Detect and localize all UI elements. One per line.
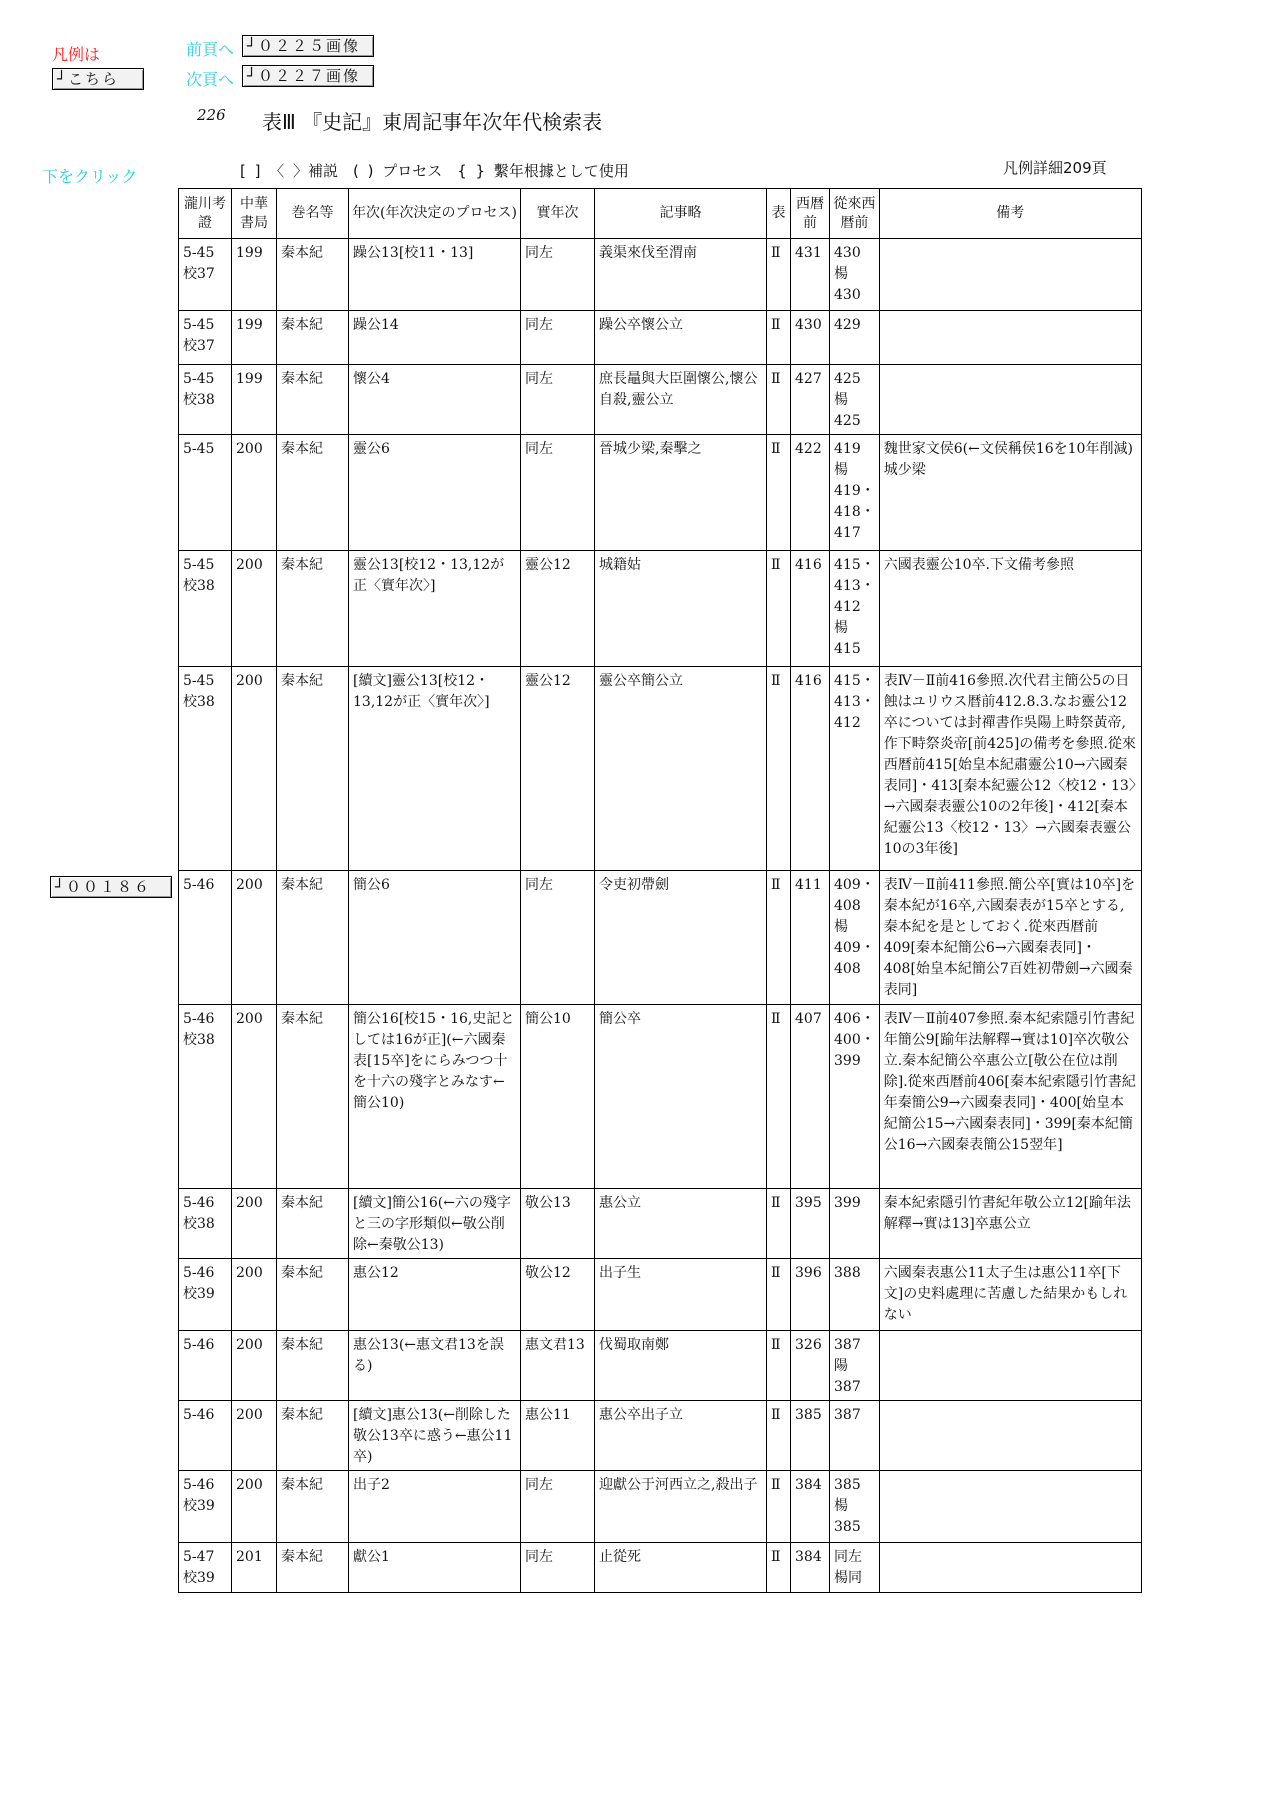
cell-real-year: 靈公12 (521, 667, 595, 871)
cell-old-bc: 387 陽 387 (830, 1331, 880, 1401)
cell-note (879, 239, 1141, 311)
cell-volume: 秦本紀 (277, 1331, 349, 1401)
cell-bc: 416 (791, 551, 830, 667)
page-number: 226 (197, 106, 226, 124)
cell-bc: 411 (791, 871, 830, 1005)
cell-table: Ⅱ (767, 871, 791, 1005)
cell-year: 簡公16[校15・16,史記としては16が正](←六國秦表[15卒]をにらみつつ十を十六の殘字とみなす←簡公10) (349, 1005, 521, 1189)
cell-chuka: 199 (232, 365, 277, 435)
prev-page-button-label: ０２２５画像 (258, 37, 361, 55)
table-row (179, 551, 1142, 667)
cell-volume: 秦本紀 (277, 1401, 349, 1471)
cell-takigawa: 5-45 校38 (179, 365, 232, 435)
cell-summary: 迎獻公于河西立之,殺出子 (595, 1471, 767, 1543)
link-icon: ┘ (247, 67, 257, 85)
cell-real-year: 同左 (521, 239, 595, 311)
legend-button[interactable] (52, 68, 144, 90)
cell-real-year: 同左 (521, 435, 595, 551)
legend-label: 凡例は (52, 45, 101, 64)
cell-summary: 躁公卒懷公立 (595, 311, 767, 365)
cell-bc: 431 (791, 239, 830, 311)
col-header-real-year: 實年次 (521, 189, 595, 239)
col-header-takigawa: 瀧川考證 (179, 189, 232, 239)
cell-old-bc: 同左 楊同 (830, 1543, 880, 1593)
cell-year: 靈公6 (349, 435, 521, 551)
click-below-label: 下をクリック (42, 167, 138, 186)
cell-real-year: 惠公11 (521, 1401, 595, 1471)
cell-chuka: 199 (232, 239, 277, 311)
cell-table: Ⅱ (767, 1259, 791, 1331)
table-row (179, 435, 1142, 551)
cell-old-bc: 399 (830, 1189, 880, 1259)
cell-takigawa: 5-46 (179, 1331, 232, 1401)
cell-old-bc: 409・ 408 楊 409・ 408 (830, 871, 880, 1005)
cell-table: Ⅱ (767, 1331, 791, 1401)
table-row (179, 239, 1142, 311)
cell-chuka: 199 (232, 311, 277, 365)
cell-note (879, 365, 1141, 435)
cell-bc: 396 (791, 1259, 830, 1331)
cell-table: Ⅱ (767, 239, 791, 311)
cell-bc: 326 (791, 1331, 830, 1401)
cell-old-bc: 415・ 413・ 412 (830, 667, 880, 871)
cell-year: 躁公14 (349, 311, 521, 365)
table-row (179, 871, 1142, 1005)
cell-table: Ⅱ (767, 1189, 791, 1259)
cell-note: 秦本紀索隱引竹書紀年敬公立12[踰年法解釋→實は13]卒惠公立 (879, 1189, 1141, 1259)
cell-real-year: 同左 (521, 365, 595, 435)
cell-year: 懷公4 (349, 365, 521, 435)
cell-chuka: 200 (232, 1401, 277, 1471)
cell-old-bc: 419 楊 419・ 418・ 417 (830, 435, 880, 551)
row-link-button-label: ００１８６ (66, 878, 152, 896)
cell-bc: 385 (791, 1401, 830, 1471)
cell-volume: 秦本紀 (277, 1005, 349, 1189)
cell-chuka: 200 (232, 1331, 277, 1401)
cell-volume: 秦本紀 (277, 365, 349, 435)
legend-button-label: こちら (68, 70, 120, 88)
cell-year: 出子2 (349, 1471, 521, 1543)
cell-year: 躁公13[校11・13] (349, 239, 521, 311)
cell-takigawa: 5-46 校38 (179, 1189, 232, 1259)
cell-real-year: 簡公10 (521, 1005, 595, 1189)
cell-volume: 秦本紀 (277, 311, 349, 365)
cell-old-bc: 415・ 413・ 412 楊 415 (830, 551, 880, 667)
cell-bc: 384 (791, 1543, 830, 1593)
cell-volume: 秦本紀 (277, 435, 349, 551)
cell-volume: 秦本紀 (277, 1259, 349, 1331)
next-page-button[interactable] (242, 65, 374, 87)
cell-old-bc: 430 楊 430 (830, 239, 880, 311)
cell-takigawa: 5-46 (179, 871, 232, 1005)
cell-bc: 422 (791, 435, 830, 551)
cell-note (879, 311, 1141, 365)
cell-volume: 秦本紀 (277, 1189, 349, 1259)
cell-note: 表Ⅳ－Ⅱ前411參照.簡公卒[實は10卒]を秦本紀が16卒,六國秦表が15卒とする,秦本紀を是としておく.從來西暦前409[秦本紀簡公6→六國秦表同]・408[始皇本紀簡公7百姓初帶劍→六國秦表同] (879, 871, 1141, 1005)
cell-old-bc: 429 (830, 311, 880, 365)
link-icon: ┘ (247, 37, 257, 55)
cell-summary: 城籍姑 (595, 551, 767, 667)
cell-volume: 秦本紀 (277, 239, 349, 311)
cell-takigawa: 5-45 校38 (179, 551, 232, 667)
table-row (179, 1471, 1142, 1543)
cell-summary: 令吏初帶劍 (595, 871, 767, 1005)
cell-note: 六國表靈公10卒.下文備考參照 (879, 551, 1141, 667)
cell-note (879, 1401, 1141, 1471)
cell-note (879, 1543, 1141, 1593)
cell-chuka: 200 (232, 1189, 277, 1259)
cell-table: Ⅱ (767, 667, 791, 871)
cell-bc: 384 (791, 1471, 830, 1543)
cell-volume: 秦本紀 (277, 1471, 349, 1543)
col-header-note: 備考 (879, 189, 1141, 239)
cell-bc: 430 (791, 311, 830, 365)
cell-table: Ⅱ (767, 365, 791, 435)
cell-summary: 靈公卒簡公立 (595, 667, 767, 871)
cell-year: [續文]靈公13[校12・13,12が正〈實年次〉] (349, 667, 521, 871)
cell-table: Ⅱ (767, 1471, 791, 1543)
cell-note (879, 1471, 1141, 1543)
cell-summary: 庶長鼂與大臣圍懷公,懷公自殺,靈公立 (595, 365, 767, 435)
cell-year: 獻公1 (349, 1543, 521, 1593)
cell-chuka: 200 (232, 871, 277, 1005)
detail-reference: 凡例詳細209頁 (1003, 159, 1107, 177)
cell-summary: 義渠來伐至渭南 (595, 239, 767, 311)
link-icon: ┘ (55, 878, 65, 896)
table-row (179, 1259, 1142, 1331)
cell-volume: 秦本紀 (277, 551, 349, 667)
next-page-label: 次頁へ (186, 70, 235, 89)
cell-takigawa: 5-47 校39 (179, 1543, 232, 1593)
prev-page-label: 前頁へ (186, 40, 235, 59)
table-row (179, 365, 1142, 435)
cell-summary: 惠公立 (595, 1189, 767, 1259)
cell-summary: 晉城少梁,秦擊之 (595, 435, 767, 551)
col-header-old-bc: 從來西暦前 (830, 189, 880, 239)
cell-takigawa: 5-45 (179, 435, 232, 551)
cell-takigawa: 5-45 校38 (179, 667, 232, 871)
cell-bc: 416 (791, 667, 830, 871)
table-row (179, 1543, 1142, 1593)
cell-old-bc: 425 楊 425 (830, 365, 880, 435)
cell-summary: 惠公卒出子立 (595, 1401, 767, 1471)
cell-bc: 427 (791, 365, 830, 435)
cell-old-bc: 388 (830, 1259, 880, 1331)
cell-real-year: 同左 (521, 1543, 595, 1593)
table-row (179, 1401, 1142, 1471)
cell-table: Ⅱ (767, 551, 791, 667)
cell-note: 表Ⅳ－Ⅱ前416參照.次代君主簡公5の日蝕はユリウス暦前412.8.3.なお靈公12卒については封禪書作吳陽上畤祭黃帝,作下畤祭炎帝[前425]の備考を參照.從來西暦前415[始皇本紀肅靈公10→六國秦表同]・413[秦本紀靈公12〈校12・13〉→六國秦表靈公10の2年後]・412[秦本紀靈公13〈校12・13〉→六國秦表靈公10の3年後] (879, 667, 1141, 871)
cell-takigawa: 5-46 校39 (179, 1471, 232, 1543)
cell-takigawa: 5-46 校38 (179, 1005, 232, 1189)
notation-legend: [ ] 〈 〉補説 ( ) プロセス { } 繫年根據として使用 (240, 162, 629, 180)
cell-table: Ⅱ (767, 435, 791, 551)
cell-summary: 伐蜀取南鄭 (595, 1331, 767, 1401)
cell-takigawa: 5-45 校37 (179, 239, 232, 311)
cell-note: 表Ⅳ－Ⅱ前407參照.秦本紀索隱引竹書紀年簡公9[踰年法解釋→實は10]卒次敬公立.秦本紀簡公卒惠公立[敬公在位は削除].從來西暦前406[秦本紀索隱引竹書紀年秦簡公9→六國秦表同]・400[始皇本紀簡公15→六國秦表同]・399[秦本紀簡公16→六國秦表簡公15翌年] (879, 1005, 1141, 1189)
table-row (179, 311, 1142, 365)
col-header-volume: 巻名等 (277, 189, 349, 239)
cell-old-bc: 385 楊 385 (830, 1471, 880, 1543)
cell-year: 靈公13[校12・13,12が正〈實年次〉] (349, 551, 521, 667)
cell-year: 惠公13(←惠文君13を誤る) (349, 1331, 521, 1401)
cell-table: Ⅱ (767, 1543, 791, 1593)
cell-chuka: 200 (232, 435, 277, 551)
cell-chuka: 200 (232, 1471, 277, 1543)
page-title: 表Ⅲ 『史記』東周記事年次年代検索表 (262, 110, 603, 134)
col-header-summary: 記事略 (595, 189, 767, 239)
cell-year: 簡公6 (349, 871, 521, 1005)
cell-real-year: 同左 (521, 871, 595, 1005)
table-row (179, 1005, 1142, 1189)
table-row (179, 667, 1142, 871)
col-header-bc: 西暦前 (791, 189, 830, 239)
next-page-button-label: ０２２７画像 (258, 67, 361, 85)
prev-page-button[interactable] (242, 35, 374, 57)
cell-summary: 出子生 (595, 1259, 767, 1331)
cell-year: [續文]簡公16(←六の殘字と三の字形類似←敬公削除←秦敬公13) (349, 1189, 521, 1259)
table-row (179, 1331, 1142, 1401)
search-table (178, 188, 1142, 1593)
cell-chuka: 200 (232, 667, 277, 871)
cell-real-year: 惠文君13 (521, 1331, 595, 1401)
cell-summary: 簡公卒 (595, 1005, 767, 1189)
cell-bc: 395 (791, 1189, 830, 1259)
cell-takigawa: 5-46 校39 (179, 1259, 232, 1331)
cell-chuka: 200 (232, 1259, 277, 1331)
cell-real-year: 同左 (521, 1471, 595, 1543)
cell-table: Ⅱ (767, 1005, 791, 1189)
cell-real-year: 敬公13 (521, 1189, 595, 1259)
cell-real-year: 靈公12 (521, 551, 595, 667)
cell-note: 六國秦表惠公11太子生は惠公11卒[下文]の史料處理に苦慮した結果かもしれない (879, 1259, 1141, 1331)
col-header-chuka: 中華書局 (232, 189, 277, 239)
cell-table: Ⅱ (767, 311, 791, 365)
cell-year: [續文]惠公13(←削除した敬公13卒に惑う←惠公11卒) (349, 1401, 521, 1471)
cell-summary: 止從死 (595, 1543, 767, 1593)
cell-table: Ⅱ (767, 1401, 791, 1471)
col-header-year: 年次(年次決定のプロセス) (349, 189, 521, 239)
cell-takigawa: 5-46 (179, 1401, 232, 1471)
cell-takigawa: 5-45 校37 (179, 311, 232, 365)
cell-real-year: 同左 (521, 311, 595, 365)
cell-volume: 秦本紀 (277, 871, 349, 1005)
cell-old-bc: 387 (830, 1401, 880, 1471)
link-icon: ┘ (57, 70, 67, 88)
table-row (179, 1189, 1142, 1259)
cell-note (879, 1331, 1141, 1401)
cell-chuka: 200 (232, 551, 277, 667)
col-header-table: 表 (767, 189, 791, 239)
cell-volume: 秦本紀 (277, 667, 349, 871)
cell-bc: 407 (791, 1005, 830, 1189)
cell-note: 魏世家文侯6(←文侯稱侯16を10年削減)城少梁 (879, 435, 1141, 551)
row-link-button[interactable] (50, 876, 172, 898)
cell-chuka: 200 (232, 1005, 277, 1189)
cell-volume: 秦本紀 (277, 1543, 349, 1593)
cell-chuka: 201 (232, 1543, 277, 1593)
table-header-row (179, 189, 1142, 239)
cell-year: 惠公12 (349, 1259, 521, 1331)
cell-real-year: 敬公12 (521, 1259, 595, 1331)
cell-old-bc: 406・ 400・ 399 (830, 1005, 880, 1189)
